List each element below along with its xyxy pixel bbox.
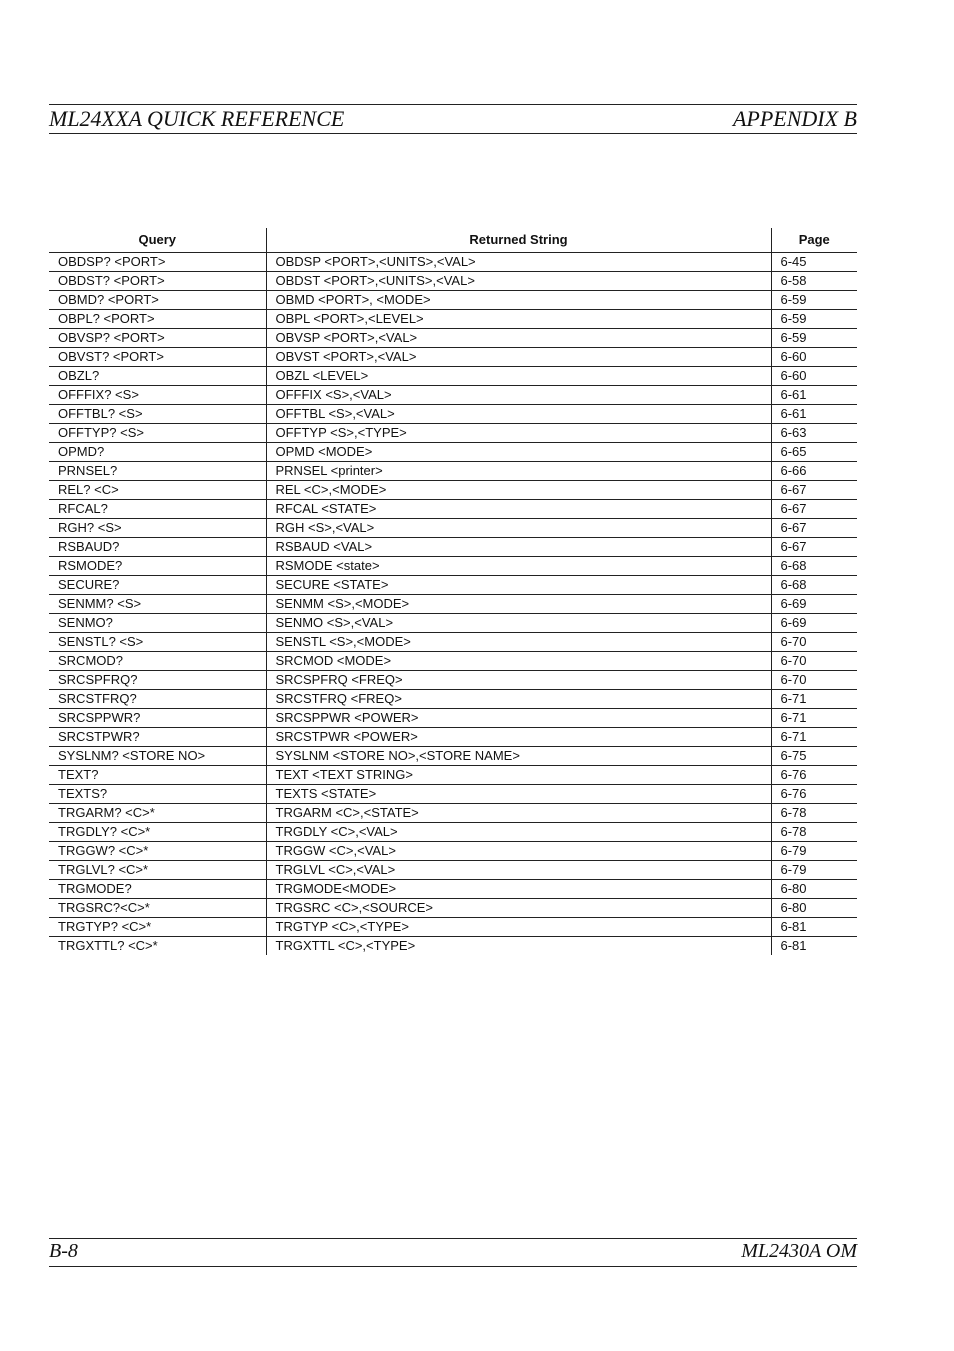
cell-returned-string: SRCMOD <MODE> xyxy=(266,652,771,671)
cell-query: TRGGW? <C>* xyxy=(49,842,266,861)
cell-query: OPMD? xyxy=(49,443,266,462)
cell-query: TRGLVL? <C>* xyxy=(49,861,266,880)
cell-query: SENSTL? <S> xyxy=(49,633,266,652)
table-row xyxy=(49,443,857,462)
cell-query: RSBAUD? xyxy=(49,538,266,557)
cell-page: 6-78 xyxy=(771,804,857,823)
column-header-returned-string: Returned String xyxy=(266,228,771,253)
table-row xyxy=(49,481,857,500)
cell-query: OFFTBL? <S> xyxy=(49,405,266,424)
page-header xyxy=(49,104,857,134)
cell-returned-string: SRCSTPWR <POWER> xyxy=(266,728,771,747)
cell-returned-string: TRGTYP <C>,<TYPE> xyxy=(266,918,771,937)
table-row xyxy=(49,785,857,804)
cell-page: 6-63 xyxy=(771,424,857,443)
cell-returned-string: SENSTL <S>,<MODE> xyxy=(266,633,771,652)
column-header-query: Query xyxy=(49,228,266,253)
cell-returned-string: RSBAUD <VAL> xyxy=(266,538,771,557)
table-row xyxy=(49,519,857,538)
cell-page: 6-69 xyxy=(771,595,857,614)
cell-page: 6-67 xyxy=(771,538,857,557)
cell-returned-string: TRGDLY <C>,<VAL> xyxy=(266,823,771,842)
cell-returned-string: PRNSEL <printer> xyxy=(266,462,771,481)
cell-page: 6-80 xyxy=(771,899,857,918)
cell-returned-string: OBMD <PORT>, <MODE> xyxy=(266,291,771,310)
cell-page: 6-79 xyxy=(771,842,857,861)
column-header-page: Page xyxy=(771,228,857,253)
cell-page: 6-81 xyxy=(771,918,857,937)
header-section: APPENDIX B xyxy=(732,106,857,131)
table-row xyxy=(49,861,857,880)
cell-page: 6-79 xyxy=(771,861,857,880)
cell-page: 6-61 xyxy=(771,405,857,424)
table-row xyxy=(49,557,857,576)
table-row xyxy=(49,690,857,709)
cell-page: 6-65 xyxy=(771,443,857,462)
cell-returned-string: TRGXTTL <C>,<TYPE> xyxy=(266,937,771,956)
header-title: ML24XXA QUICK REFERENCE xyxy=(49,106,345,131)
page-footer xyxy=(49,1238,857,1267)
cell-page: 6-60 xyxy=(771,348,857,367)
footer-manual-name: ML2430A OM xyxy=(741,1240,857,1262)
cell-query: TRGARM? <C>* xyxy=(49,804,266,823)
cell-returned-string: TRGLVL <C>,<VAL> xyxy=(266,861,771,880)
cell-page: 6-71 xyxy=(771,728,857,747)
cell-query: PRNSEL? xyxy=(49,462,266,481)
cell-returned-string: OBPL <PORT>,<LEVEL> xyxy=(266,310,771,329)
table-row xyxy=(49,899,857,918)
cell-page: 6-59 xyxy=(771,310,857,329)
table-row xyxy=(49,329,857,348)
cell-page: 6-76 xyxy=(771,766,857,785)
cell-returned-string: TRGARM <C>,<STATE> xyxy=(266,804,771,823)
cell-returned-string: TEXT <TEXT STRING> xyxy=(266,766,771,785)
cell-query: REL? <C> xyxy=(49,481,266,500)
cell-returned-string: RGH <S>,<VAL> xyxy=(266,519,771,538)
cell-page: 6-67 xyxy=(771,481,857,500)
cell-returned-string: TEXTS <STATE> xyxy=(266,785,771,804)
cell-query: OBDST? <PORT> xyxy=(49,272,266,291)
cell-page: 6-75 xyxy=(771,747,857,766)
cell-query: SENMO? xyxy=(49,614,266,633)
cell-returned-string: OFFTYP <S>,<TYPE> xyxy=(266,424,771,443)
table-row xyxy=(49,538,857,557)
table-row xyxy=(49,709,857,728)
cell-returned-string: OFFTBL <S>,<VAL> xyxy=(266,405,771,424)
table-row xyxy=(49,595,857,614)
cell-query: OBMD? <PORT> xyxy=(49,291,266,310)
table-row xyxy=(49,804,857,823)
table-row xyxy=(49,405,857,424)
cell-returned-string: OBDSP <PORT>,<UNITS>,<VAL> xyxy=(266,253,771,272)
table-row xyxy=(49,747,857,766)
table-header-row xyxy=(49,228,857,253)
table-row xyxy=(49,386,857,405)
cell-query: OBZL? xyxy=(49,367,266,386)
cell-query: OBVST? <PORT> xyxy=(49,348,266,367)
table-row xyxy=(49,500,857,519)
cell-query: SRCSTPWR? xyxy=(49,728,266,747)
cell-returned-string: SRCSTFRQ <FREQ> xyxy=(266,690,771,709)
cell-returned-string: SECURE <STATE> xyxy=(266,576,771,595)
cell-page: 6-66 xyxy=(771,462,857,481)
table-row xyxy=(49,823,857,842)
cell-returned-string: OFFFIX <S>,<VAL> xyxy=(266,386,771,405)
cell-returned-string: OBDST <PORT>,<UNITS>,<VAL> xyxy=(266,272,771,291)
cell-query: RFCAL? xyxy=(49,500,266,519)
cell-returned-string: SRCSPPWR <POWER> xyxy=(266,709,771,728)
cell-query: SRCMOD? xyxy=(49,652,266,671)
cell-query: TRGXTTL? <C>* xyxy=(49,937,266,956)
table-row xyxy=(49,367,857,386)
table-row xyxy=(49,272,857,291)
cell-page: 6-61 xyxy=(771,386,857,405)
cell-returned-string: TRGSRC <C>,<SOURCE> xyxy=(266,899,771,918)
cell-page: 6-68 xyxy=(771,576,857,595)
cell-query: OBDSP? <PORT> xyxy=(49,253,266,272)
table-row xyxy=(49,348,857,367)
cell-page: 6-78 xyxy=(771,823,857,842)
cell-query: OFFFIX? <S> xyxy=(49,386,266,405)
cell-page: 6-71 xyxy=(771,709,857,728)
cell-page: 6-80 xyxy=(771,880,857,899)
cell-page: 6-70 xyxy=(771,671,857,690)
cell-query: OBPL? <PORT> xyxy=(49,310,266,329)
cell-page: 6-58 xyxy=(771,272,857,291)
cell-page: 6-76 xyxy=(771,785,857,804)
cell-page: 6-68 xyxy=(771,557,857,576)
table-row xyxy=(49,462,857,481)
cell-returned-string: SENMO <S>,<VAL> xyxy=(266,614,771,633)
table-row xyxy=(49,576,857,595)
cell-query: RSMODE? xyxy=(49,557,266,576)
quick-reference-table xyxy=(49,228,857,955)
table-row xyxy=(49,766,857,785)
cell-page: 6-45 xyxy=(771,253,857,272)
table-row xyxy=(49,918,857,937)
cell-page: 6-59 xyxy=(771,291,857,310)
cell-page: 6-81 xyxy=(780,938,807,953)
table-row xyxy=(49,291,857,310)
cell-page: 6-59 xyxy=(771,329,857,348)
table-row xyxy=(49,937,857,956)
cell-page: 6-70 xyxy=(771,633,857,652)
cell-returned-string: TRGMODE<MODE> xyxy=(266,880,771,899)
table-row xyxy=(49,728,857,747)
cell-query: TRGTYP? <C>* xyxy=(49,918,266,937)
cell-query: OBVSP? <PORT> xyxy=(49,329,266,348)
cell-page: 6-70 xyxy=(771,652,857,671)
cell-page: 6-71 xyxy=(771,690,857,709)
cell-query: TRGSRC?<C>* xyxy=(49,899,266,918)
cell-query: SYSLNM? <STORE NO> xyxy=(49,747,266,766)
cell-returned-string: SYSLNM <STORE NO>,<STORE NAME> xyxy=(266,747,771,766)
cell-returned-string: SENMM <S>,<MODE> xyxy=(266,595,771,614)
cell-query: TRGDLY? <C>* xyxy=(49,823,266,842)
cell-query: TRGMODE? xyxy=(49,880,266,899)
cell-page: 6-60 xyxy=(771,367,857,386)
cell-query: TEXTS? xyxy=(49,785,266,804)
cell-query: SRCSPFRQ? xyxy=(49,671,266,690)
table-row xyxy=(49,880,857,899)
cell-returned-string: OBVST <PORT>,<VAL> xyxy=(266,348,771,367)
cell-returned-string: TRGGW <C>,<VAL> xyxy=(266,842,771,861)
table-row xyxy=(49,652,857,671)
cell-query: SECURE? xyxy=(49,576,266,595)
table-row xyxy=(49,842,857,861)
footer-page-number: B-8 xyxy=(49,1240,78,1262)
cell-returned-string: OBVSP <PORT>,<VAL> xyxy=(266,329,771,348)
cell-query: SRCSPPWR? xyxy=(49,709,266,728)
cell-query: OFFTYP? <S> xyxy=(49,424,266,443)
table-row xyxy=(49,253,857,272)
cell-returned-string: REL <C>,<MODE> xyxy=(266,481,771,500)
cell-page: 6-67 xyxy=(771,519,857,538)
cell-returned-string: OBZL <LEVEL> xyxy=(266,367,771,386)
cell-page: 6-69 xyxy=(771,614,857,633)
table-row xyxy=(49,614,857,633)
table-body xyxy=(49,253,857,956)
cell-returned-string: SRCSPFRQ <FREQ> xyxy=(266,671,771,690)
table-row xyxy=(49,310,857,329)
cell-query: RGH? <S> xyxy=(49,519,266,538)
cell-page: 6-67 xyxy=(771,500,857,519)
cell-returned-string: RSMODE <state> xyxy=(266,557,771,576)
cell-returned-string: RFCAL <STATE> xyxy=(266,500,771,519)
cell-query: TEXT? xyxy=(49,766,266,785)
table-row xyxy=(49,424,857,443)
cell-query: SENMM? <S> xyxy=(49,595,266,614)
cell-returned-string: OPMD <MODE> xyxy=(266,443,771,462)
table-row xyxy=(49,671,857,690)
table-row xyxy=(49,633,857,652)
cell-query: SRCSTFRQ? xyxy=(49,690,266,709)
